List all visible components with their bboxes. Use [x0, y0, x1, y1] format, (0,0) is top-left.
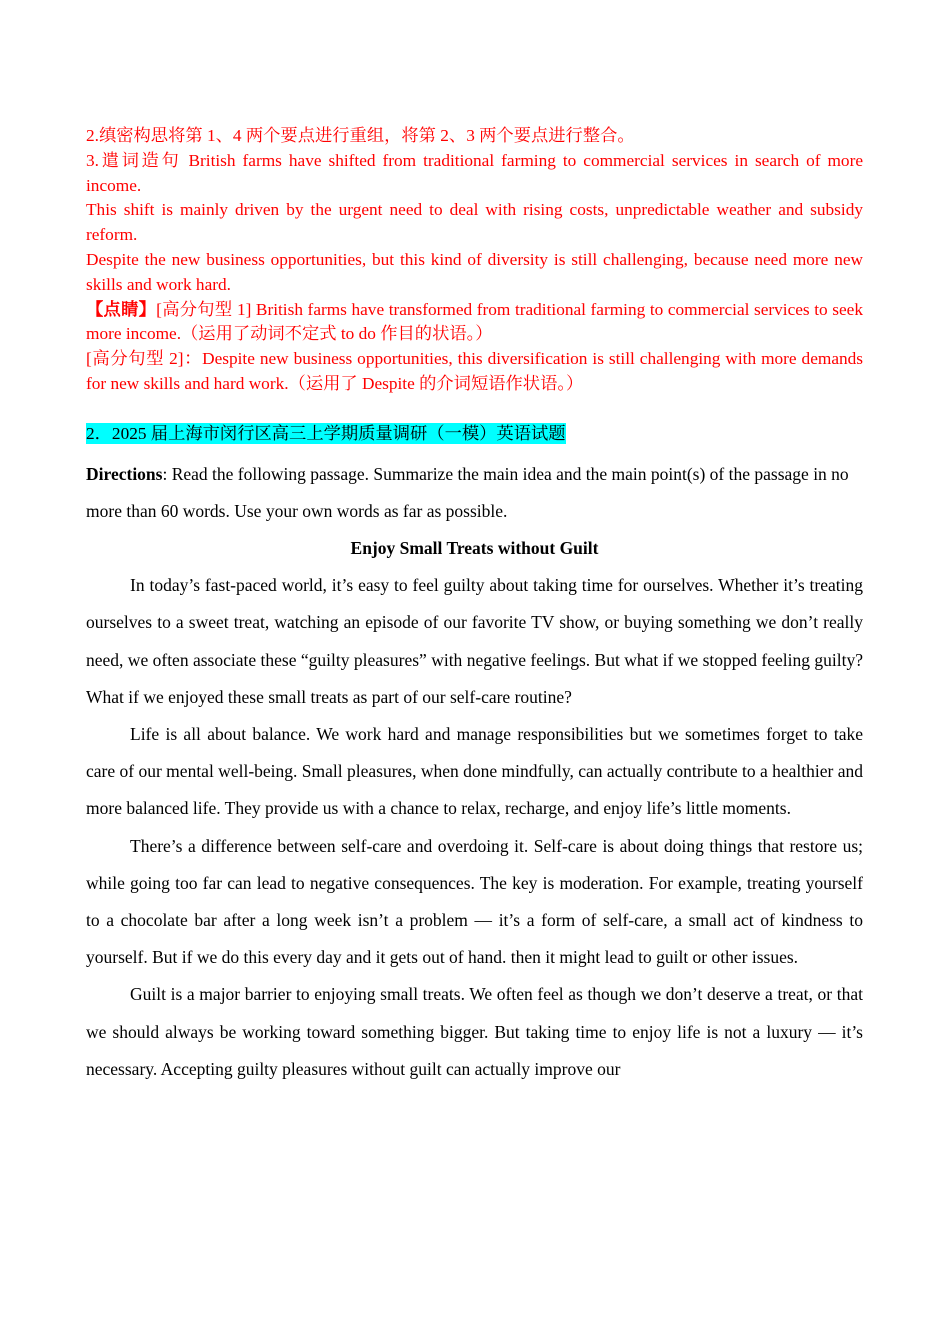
pattern-1-note: （运用了动词不定式 to do 作目的状语。） — [181, 324, 493, 344]
dianjing-label: 【点睛】 — [86, 299, 157, 319]
directions-label: Directions — [86, 463, 163, 484]
document-page — [86, 124, 863, 1088]
answer-notes — [86, 124, 863, 397]
passage-title: Enjoy Small Treats without Guilt — [350, 538, 599, 559]
note-pattern-1 — [86, 298, 863, 348]
passage-paragraph: Guilt is a major barrier to enjoying small treats. We often feel as though we don’t deserve a treat, or that we should always be working toward something bigger. But taking time to enjoy life is not a luxury — it’s necessary. Accepting guilty pleasures without guilt can actually improve our — [86, 984, 863, 1079]
passage-paragraph: There’s a difference between self-care and overdoing it. Self-care is about doing things that restore us; while going too far can lead to negative consequences. The key is moderation. For example, treating yourself to a chocolate bar after a long week isn’t a problem — it’s a form of self-care, a small act of kindness to yourself. But if we do this every day and it gets out of hand. then it might lead to guilt or other issues. — [86, 835, 863, 968]
pattern-1-label: [高分句型 1] — [156, 299, 252, 319]
note-pattern-2 — [86, 347, 863, 397]
note-despite-sentence: Despite the new business opportunities, but this kind of diversity is still challenging, because need more new skills and work hard. — [86, 249, 863, 294]
note-line-3 — [86, 149, 863, 199]
section-heading-text: 2．2025 届上海市闵行区高三上学期质量调研（一模）英语试题 — [86, 423, 566, 443]
directions — [86, 456, 863, 530]
section-heading — [86, 422, 863, 446]
note-line-3-label: 3.遣词造句 — [86, 150, 182, 170]
pattern-2-note: （运用了 Despite 的介词短语作状语。） — [288, 373, 584, 393]
passage-paragraph: In today’s fast-paced world, it’s easy to feel guilty about taking time for ourselves. Whether it’s treating ourselves to a sweet treat, watching an episode of our favorite TV show, or buying something we don’t really need, we often associate these “guilty pleasures” with negative feelings. But what if we stopped feeling guilty? What if we enjoyed these small treats as part of our self-care routine? — [86, 575, 863, 707]
note-shift-sentence: This shift is mainly driven by the urgent need to deal with rising costs, unpredictable weather and subsidy reform. — [86, 200, 863, 245]
directions-text: : Read the following passage. Summarize the main idea and the main point(s) of the passage in no more than 60 words. Use your own words as far as possible. — [86, 463, 849, 521]
note-line-3-text: British farms have shifted from traditional farming to commercial services in search of more income. — [86, 150, 863, 195]
note-line-2: 2.缜密构思将第 1、4 两个要点进行重组，将第 2、3 两个要点进行整合。 — [86, 126, 635, 145]
pattern-2-label: [高分句型 2]： — [86, 349, 203, 369]
passage-paragraph: Life is all about balance. We work hard and manage responsibilities but we sometimes forget to take care of our mental well-being. Small pleasures, when done mindfully, can actually contribute to a healthier and more balanced life. They provide us with a chance to relax, recharge, and enjoy life’s little moments. — [86, 723, 863, 819]
pattern-2-text: Despite new business opportunities, this diversification is still challenging with more demands for new skills and hard work. — [86, 349, 863, 393]
pattern-1-text: British farms have transformed from traditional farming to commercial services to seek more income. — [86, 299, 863, 344]
